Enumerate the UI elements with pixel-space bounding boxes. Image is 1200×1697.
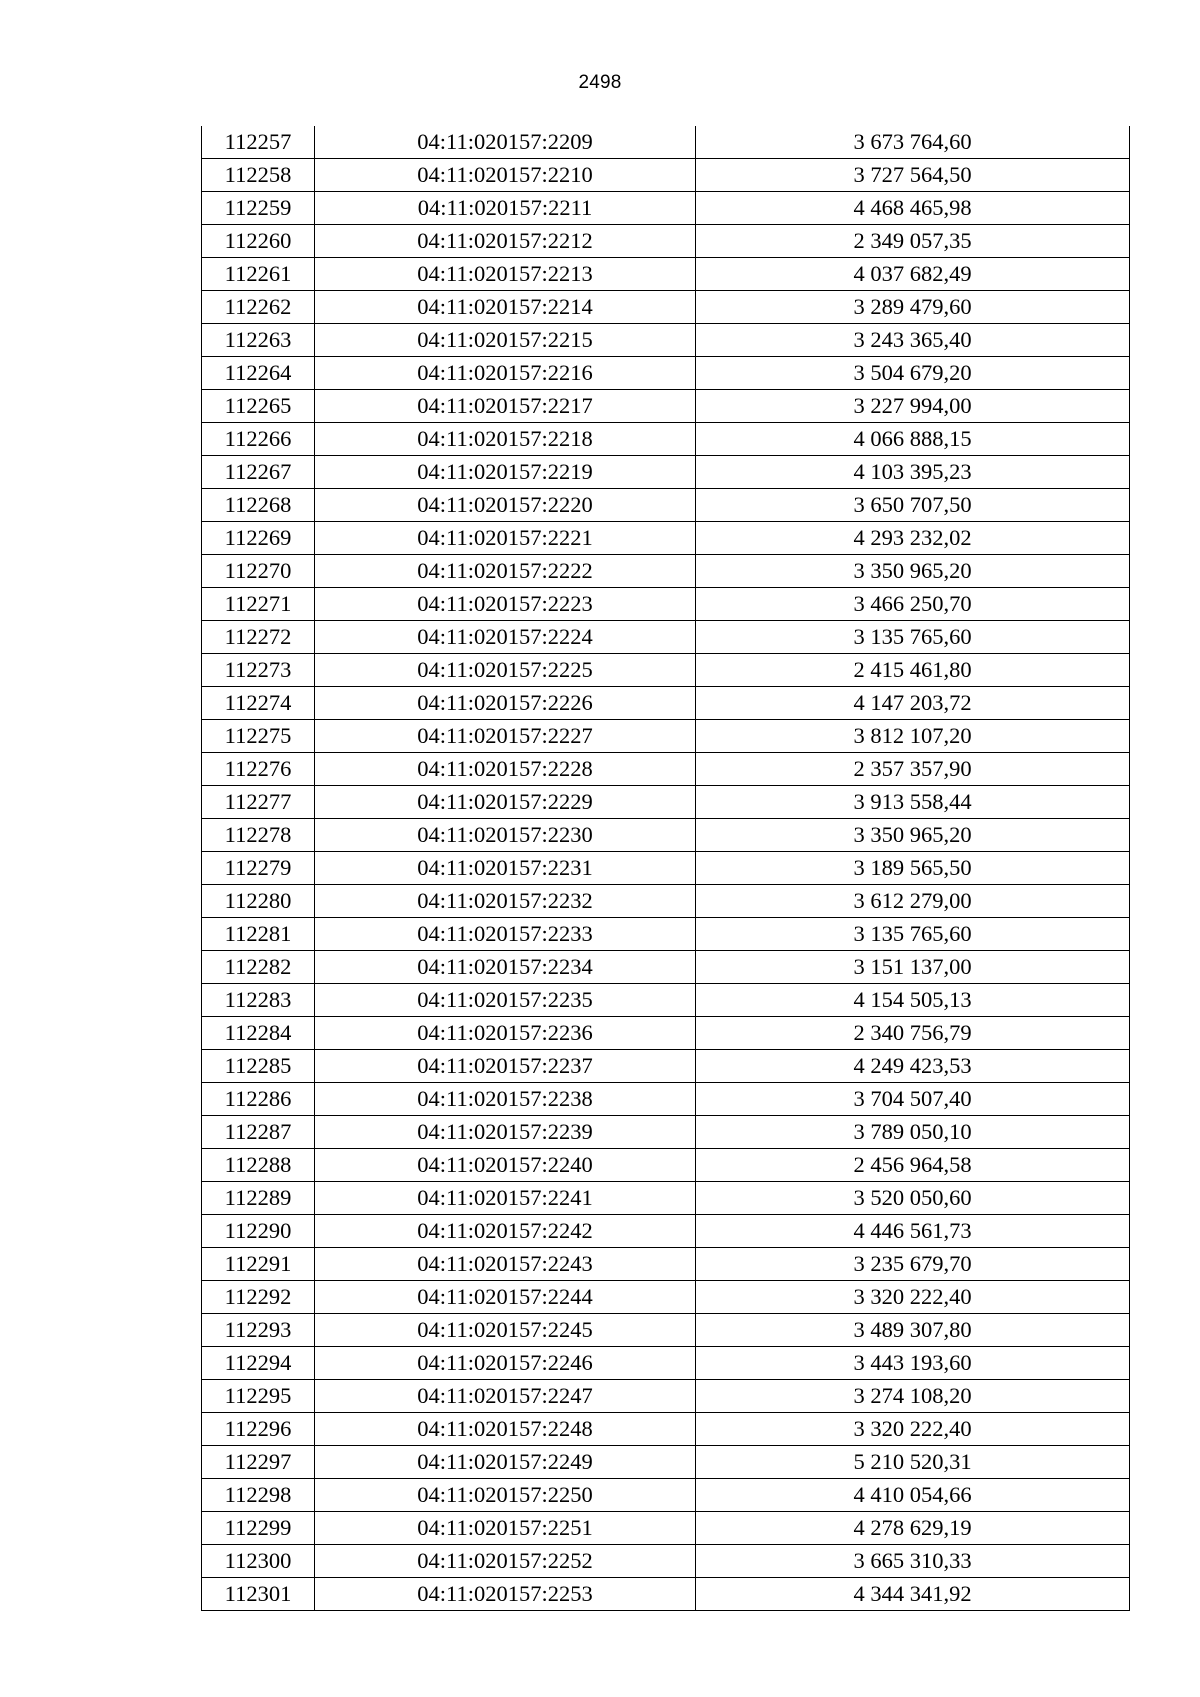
row-number-cell: 112301 [202,1578,315,1611]
value-cell: 2 415 461,80 [696,654,1130,687]
row-number-cell: 112263 [202,324,315,357]
value-cell: 4 103 395,23 [696,456,1130,489]
row-number-cell: 112288 [202,1149,315,1182]
table-row [202,1215,1130,1248]
cadastral-number-cell: 04:11:020157:2227 [315,720,696,753]
cadastral-number-cell: 04:11:020157:2234 [315,951,696,984]
data-table [201,126,1130,1611]
value-cell: 3 650 707,50 [696,489,1130,522]
value-cell: 4 154 505,13 [696,984,1130,1017]
row-number-cell: 112281 [202,918,315,951]
cadastral-number-cell: 04:11:020157:2224 [315,621,696,654]
value-cell: 3 189 565,50 [696,852,1130,885]
table-row [202,654,1130,687]
row-number-cell: 112293 [202,1314,315,1347]
table-row [202,1314,1130,1347]
row-number-cell: 112289 [202,1182,315,1215]
cadastral-number-cell: 04:11:020157:2217 [315,390,696,423]
table-row [202,357,1130,390]
value-cell: 4 344 341,92 [696,1578,1130,1611]
value-cell: 3 443 193,60 [696,1347,1130,1380]
table-row [202,951,1130,984]
cadastral-number-cell: 04:11:020157:2226 [315,687,696,720]
cadastral-number-cell: 04:11:020157:2239 [315,1116,696,1149]
cadastral-number-cell: 04:11:020157:2210 [315,159,696,192]
table-row [202,1512,1130,1545]
cadastral-number-cell: 04:11:020157:2253 [315,1578,696,1611]
table-row [202,456,1130,489]
table-row [202,1116,1130,1149]
cadastral-number-cell: 04:11:020157:2220 [315,489,696,522]
table-body [202,126,1130,1611]
row-number-cell: 112272 [202,621,315,654]
table-row [202,225,1130,258]
table-row [202,819,1130,852]
value-cell: 3 151 137,00 [696,951,1130,984]
row-number-cell: 112287 [202,1116,315,1149]
table-row [202,1545,1130,1578]
cadastral-number-cell: 04:11:020157:2237 [315,1050,696,1083]
value-cell: 3 235 679,70 [696,1248,1130,1281]
row-number-cell: 112282 [202,951,315,984]
cadastral-number-cell: 04:11:020157:2225 [315,654,696,687]
table-row [202,159,1130,192]
row-number-cell: 112291 [202,1248,315,1281]
row-number-cell: 112279 [202,852,315,885]
row-number-cell: 112268 [202,489,315,522]
table-row [202,1182,1130,1215]
value-cell: 5 210 520,31 [696,1446,1130,1479]
value-cell: 3 350 965,20 [696,555,1130,588]
cadastral-number-cell: 04:11:020157:2222 [315,555,696,588]
table-row [202,1446,1130,1479]
table-row [202,555,1130,588]
value-cell: 3 812 107,20 [696,720,1130,753]
page-number: 2498 [578,72,622,93]
row-number-cell: 112275 [202,720,315,753]
row-number-cell: 112264 [202,357,315,390]
value-cell: 3 274 108,20 [696,1380,1130,1413]
table-row [202,984,1130,1017]
cadastral-number-cell: 04:11:020157:2232 [315,885,696,918]
cadastral-number-cell: 04:11:020157:2211 [315,192,696,225]
row-number-cell: 112260 [202,225,315,258]
table-row [202,390,1130,423]
table-row [202,1050,1130,1083]
cadastral-number-cell: 04:11:020157:2245 [315,1314,696,1347]
table-row [202,192,1130,225]
value-cell: 3 320 222,40 [696,1413,1130,1446]
value-cell: 4 249 423,53 [696,1050,1130,1083]
cadastral-number-cell: 04:11:020157:2228 [315,753,696,786]
cadastral-number-cell: 04:11:020157:2243 [315,1248,696,1281]
table-row [202,1083,1130,1116]
row-number-cell: 112299 [202,1512,315,1545]
value-cell: 3 789 050,10 [696,1116,1130,1149]
table-row [202,291,1130,324]
cadastral-number-cell: 04:11:020157:2213 [315,258,696,291]
row-number-cell: 112297 [202,1446,315,1479]
table-row [202,258,1130,291]
cadastral-number-cell: 04:11:020157:2249 [315,1446,696,1479]
cadastral-number-cell: 04:11:020157:2236 [315,1017,696,1050]
value-cell: 3 727 564,50 [696,159,1130,192]
cadastral-number-cell: 04:11:020157:2250 [315,1479,696,1512]
cadastral-number-cell: 04:11:020157:2212 [315,225,696,258]
table-row [202,489,1130,522]
value-cell: 2 349 057,35 [696,225,1130,258]
row-number-cell: 112261 [202,258,315,291]
row-number-cell: 112277 [202,786,315,819]
table-row [202,720,1130,753]
cadastral-number-cell: 04:11:020157:2233 [315,918,696,951]
value-cell: 4 278 629,19 [696,1512,1130,1545]
cadastral-number-cell: 04:11:020157:2252 [315,1545,696,1578]
table-row [202,522,1130,555]
value-cell: 4 410 054,66 [696,1479,1130,1512]
table-row [202,621,1130,654]
value-cell: 3 673 764,60 [696,126,1130,159]
row-number-cell: 112296 [202,1413,315,1446]
row-number-cell: 112276 [202,753,315,786]
table-row [202,1380,1130,1413]
cadastral-number-cell: 04:11:020157:2251 [315,1512,696,1545]
value-cell: 3 704 507,40 [696,1083,1130,1116]
table-row [202,1578,1130,1611]
table-row [202,885,1130,918]
value-cell: 3 243 365,40 [696,324,1130,357]
cadastral-number-cell: 04:11:020157:2209 [315,126,696,159]
value-cell: 3 320 222,40 [696,1281,1130,1314]
row-number-cell: 112271 [202,588,315,621]
value-cell: 3 504 679,20 [696,357,1130,390]
value-cell: 3 520 050,60 [696,1182,1130,1215]
row-number-cell: 112290 [202,1215,315,1248]
row-number-cell: 112259 [202,192,315,225]
value-cell: 3 135 765,60 [696,918,1130,951]
value-cell: 4 293 232,02 [696,522,1130,555]
value-cell: 3 289 479,60 [696,291,1130,324]
cadastral-number-cell: 04:11:020157:2240 [315,1149,696,1182]
row-number-cell: 112278 [202,819,315,852]
row-number-cell: 112295 [202,1380,315,1413]
row-number-cell: 112266 [202,423,315,456]
cadastral-number-cell: 04:11:020157:2215 [315,324,696,357]
table-row [202,786,1130,819]
table-row [202,1149,1130,1182]
row-number-cell: 112269 [202,522,315,555]
row-number-cell: 112283 [202,984,315,1017]
value-cell: 3 665 310,33 [696,1545,1130,1578]
value-cell: 3 489 307,80 [696,1314,1130,1347]
cadastral-number-cell: 04:11:020157:2238 [315,1083,696,1116]
value-cell: 3 350 965,20 [696,819,1130,852]
cadastral-number-cell: 04:11:020157:2229 [315,786,696,819]
row-number-cell: 112298 [202,1479,315,1512]
value-cell: 4 468 465,98 [696,192,1130,225]
cadastral-number-cell: 04:11:020157:2216 [315,357,696,390]
value-cell: 4 037 682,49 [696,258,1130,291]
row-number-cell: 112258 [202,159,315,192]
cadastral-number-cell: 04:11:020157:2218 [315,423,696,456]
cadastral-number-cell: 04:11:020157:2230 [315,819,696,852]
table-row [202,852,1130,885]
value-cell: 3 612 279,00 [696,885,1130,918]
value-cell: 4 066 888,15 [696,423,1130,456]
value-cell: 3 227 994,00 [696,390,1130,423]
value-cell: 3 135 765,60 [696,621,1130,654]
cadastral-number-cell: 04:11:020157:2231 [315,852,696,885]
value-cell: 3 913 558,44 [696,786,1130,819]
row-number-cell: 112257 [202,126,315,159]
table-row [202,1281,1130,1314]
table-row [202,687,1130,720]
value-cell: 4 147 203,72 [696,687,1130,720]
cadastral-number-cell: 04:11:020157:2246 [315,1347,696,1380]
row-number-cell: 112294 [202,1347,315,1380]
cadastral-number-cell: 04:11:020157:2214 [315,291,696,324]
value-cell: 2 357 357,90 [696,753,1130,786]
row-number-cell: 112267 [202,456,315,489]
table-row [202,423,1130,456]
row-number-cell: 112270 [202,555,315,588]
table-row [202,324,1130,357]
cadastral-number-cell: 04:11:020157:2221 [315,522,696,555]
row-number-cell: 112274 [202,687,315,720]
row-number-cell: 112280 [202,885,315,918]
table-row [202,1413,1130,1446]
row-number-cell: 112292 [202,1281,315,1314]
cadastral-number-cell: 04:11:020157:2247 [315,1380,696,1413]
row-number-cell: 112300 [202,1545,315,1578]
table-row [202,918,1130,951]
table-row [202,1479,1130,1512]
table-row [202,126,1130,159]
value-cell: 2 456 964,58 [696,1149,1130,1182]
table-row [202,1017,1130,1050]
row-number-cell: 112284 [202,1017,315,1050]
row-number-cell: 112273 [202,654,315,687]
cadastral-number-cell: 04:11:020157:2241 [315,1182,696,1215]
cadastral-number-cell: 04:11:020157:2248 [315,1413,696,1446]
value-cell: 4 446 561,73 [696,1215,1130,1248]
value-cell: 2 340 756,79 [696,1017,1130,1050]
row-number-cell: 112262 [202,291,315,324]
table-row [202,1347,1130,1380]
cadastral-number-cell: 04:11:020157:2223 [315,588,696,621]
value-cell: 3 466 250,70 [696,588,1130,621]
table-row [202,588,1130,621]
row-number-cell: 112265 [202,390,315,423]
cadastral-number-cell: 04:11:020157:2244 [315,1281,696,1314]
table-row [202,1248,1130,1281]
row-number-cell: 112285 [202,1050,315,1083]
cadastral-number-cell: 04:11:020157:2219 [315,456,696,489]
row-number-cell: 112286 [202,1083,315,1116]
cadastral-number-cell: 04:11:020157:2242 [315,1215,696,1248]
cadastral-number-cell: 04:11:020157:2235 [315,984,696,1017]
table-row [202,753,1130,786]
